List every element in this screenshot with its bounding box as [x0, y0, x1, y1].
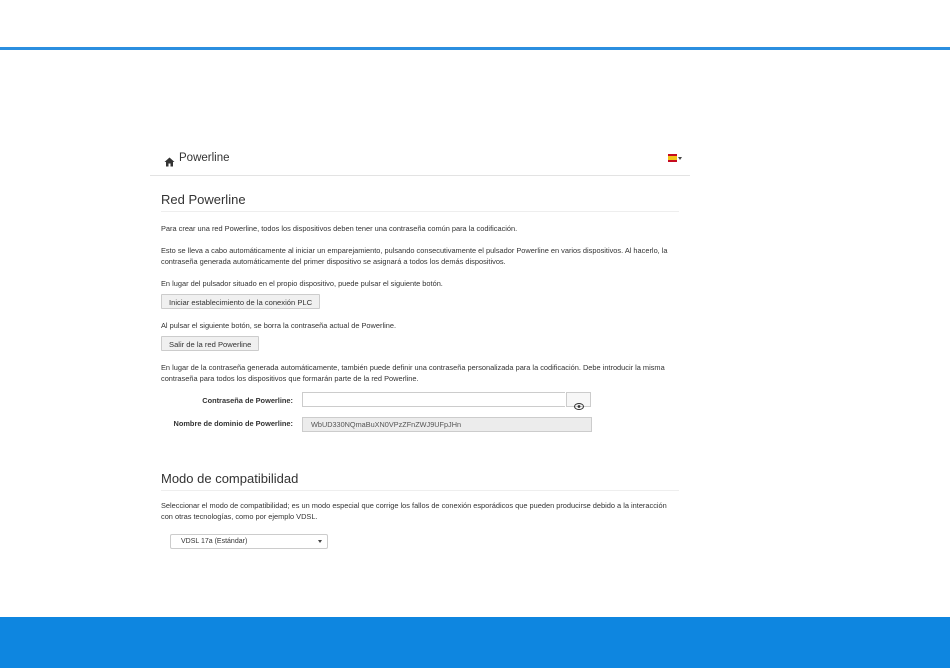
- custom-password-text: En lugar de la contraseña generada automáticamente, también puede definir una contraseña personalizada para la codificación. Debe introducir la misma contraseña para todos los dispositivos que formarán parte de la red Powerline.: [161, 363, 665, 383]
- caret-down-icon: [678, 157, 682, 160]
- section-heading-red-powerline: Red Powerline: [161, 192, 679, 212]
- page-title: Powerline: [179, 152, 230, 164]
- compat-mode-select[interactable]: [170, 534, 328, 549]
- leave-powerline-network-button[interactable]: Salir de la red Powerline: [161, 336, 259, 351]
- compat-mode-value: VDSL 17a (Estándar): [181, 538, 248, 545]
- eye-icon: [574, 397, 584, 404]
- password-label: Contraseña de Powerline:: [202, 396, 293, 405]
- pairing-text: Esto se lleva a cabo automáticamente al iniciar un emparejamiento, pulsando consecutivamente el pulsador Powerline en varios dispositivos. Al hacerlo, la contraseña generada automáticamente del primer dispositivo se asignará a todos los demás dispositivos.: [161, 246, 668, 266]
- caret-down-icon: [318, 540, 322, 543]
- intro-text: Para crear una red Powerline, todos los dispositivos deben tener una contraseña común para la codificación.: [161, 224, 518, 233]
- flag-es-icon: [668, 154, 677, 162]
- powerline-password-input[interactable]: [302, 392, 565, 407]
- button-hint-text: En lugar del pulsador situado en el propio dispositivo, puede pulsar el siguiente botón.: [161, 279, 443, 288]
- language-selector[interactable]: [668, 154, 682, 164]
- content: [150, 192, 690, 549]
- password-row: [161, 392, 679, 410]
- compat-description: Seleccionar el modo de compatibilidad; es un modo especial que corrige los fallos de conexión esporádicos que pueden producirse debido a la interacción con otras tecnologías, como por ejemplo VDSL.: [161, 501, 667, 521]
- footer-bar: [0, 617, 950, 668]
- domain-label: Nombre de dominio de Powerline:: [173, 419, 293, 428]
- main-panel: [150, 145, 690, 549]
- breadcrumb: [150, 145, 690, 176]
- domain-row: [161, 417, 679, 441]
- leave-hint-text: Al pulsar el siguiente botón, se borra la contraseña actual de Powerline.: [161, 321, 396, 330]
- top-accent-bar: [0, 47, 950, 50]
- show-password-button[interactable]: [566, 392, 591, 407]
- domain-name-field: WbUD330NQmaBuXN0VPzZFnZWJ9UFpJHn: [302, 417, 592, 432]
- section-heading-compat: Modo de compatibilidad: [161, 471, 679, 491]
- home-icon[interactable]: [164, 154, 175, 164]
- start-plc-connection-button[interactable]: Iniciar establecimiento de la conexión PLC: [161, 294, 320, 309]
